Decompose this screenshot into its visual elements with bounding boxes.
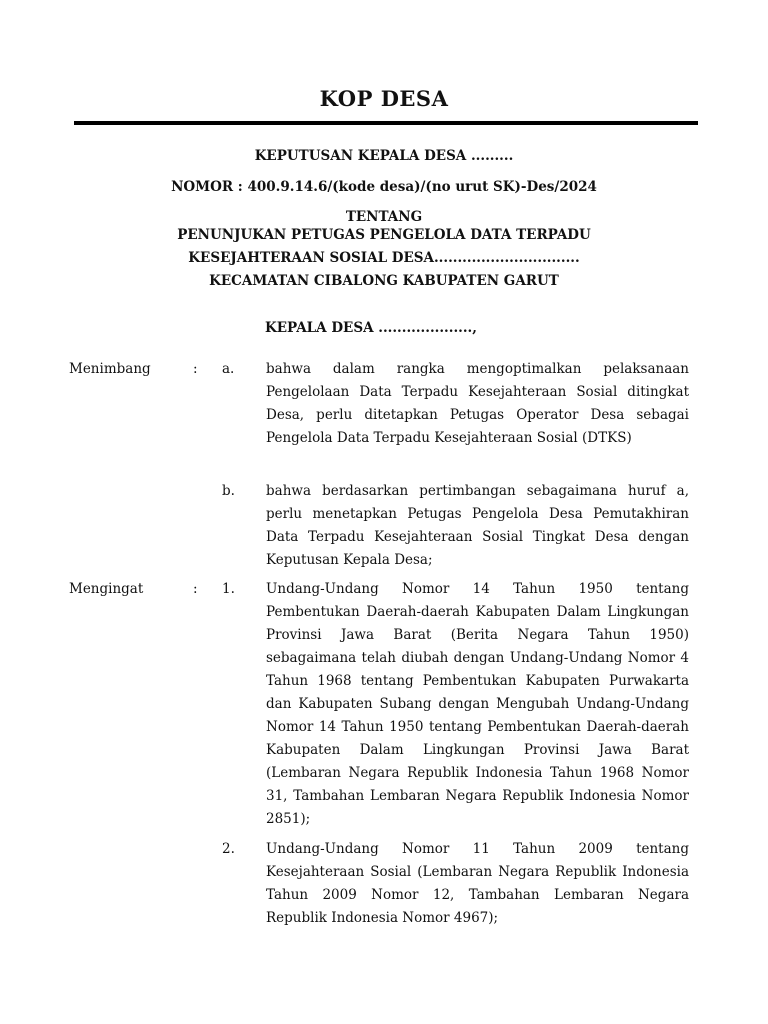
decree-subject-line-2: KESEJAHTERAAN SOSIAL DESA............................... [188,250,580,266]
mengingat-label: Mengingat [69,581,144,597]
decree-tentang: TENTANG [345,209,423,225]
mengingat-colon: : [193,581,198,597]
decree-number: NOMOR : 400.9.14.6/(kode desa)/(no urut SK)-Des/2024 [171,179,597,195]
menimbang-item-a-mark: a. [222,361,235,377]
decree-title: KEPUTUSAN KEPALA DESA ......... [254,148,514,164]
letterhead-title: KOP DESA [319,86,449,111]
menimbang-label: Menimbang [69,361,151,377]
mengingat-item-2-text: Undang-Undang Nomor 11 Tahun 2009 tentang Kesejahteraan Sosial (Lembaran Negara Republik Indonesia Tahun 2009 Nomor 12, Tambahan Lembaran Negara Republik Indonesia Nomor 4967); [266,841,689,926]
decree-subject-line-1: PENUNJUKAN PETUGAS PENGELOLA DATA TERPADU [177,227,591,243]
kepala-desa-heading: KEPALA DESA ...................., [265,320,477,336]
mengingat-item-2-mark: 2. [222,841,235,857]
letterhead-rule [74,121,698,125]
menimbang-item-b-text: bahwa berdasarkan pertimbangan sebagaimana huruf a, perlu menetapkan Petugas Pengelola Desa Pemutakhiran Data Terpadu Kesejahteraan Sosial Tingkat Desa dengan Keputusan Kepala Desa; [266,483,689,568]
menimbang-item-a-text: bahwa dalam rangka mengoptimalkan pelaksanaan Pengelolaan Data Terpadu Kesejahteraan Sosial ditingkat Desa, perlu ditetapkan Petugas Operator Desa sebagai Pengelola Data Terpadu Kesejahteraan Sosial (DTKS) [266,361,689,446]
menimbang-colon: : [193,361,198,377]
mengingat-item-1-mark: 1. [222,581,235,597]
mengingat-item-1-text: Undang-Undang Nomor 14 Tahun 1950 tentang Pembentukan Daerah-daerah Kabupaten Dalam Lingkungan Provinsi Jawa Barat (Berita Negara Tahun 1950) sebagaimana telah diubah dengan Undang-Undang Nomor 4 Tahun 1968 tentang Pembentukan Kabupaten Purwakarta dan Kabupaten Subang dengan Mengubah Undang-Undang Nomor 14 Tahun 1950 tentang Pembentukan Daerah-daerah Kabupaten Dalam Lingkungan Provinsi Jawa Barat (Lembaran Negara Republik Indonesia Tahun 1968 Nomor 31, Tambahan Lembaran Negara Republik Indonesia Nomor 2851); [266,581,689,827]
decree-subject-line-3: KECAMATAN CIBALONG KABUPATEN GARUT [209,273,559,289]
menimbang-item-b-mark: b. [222,483,235,499]
